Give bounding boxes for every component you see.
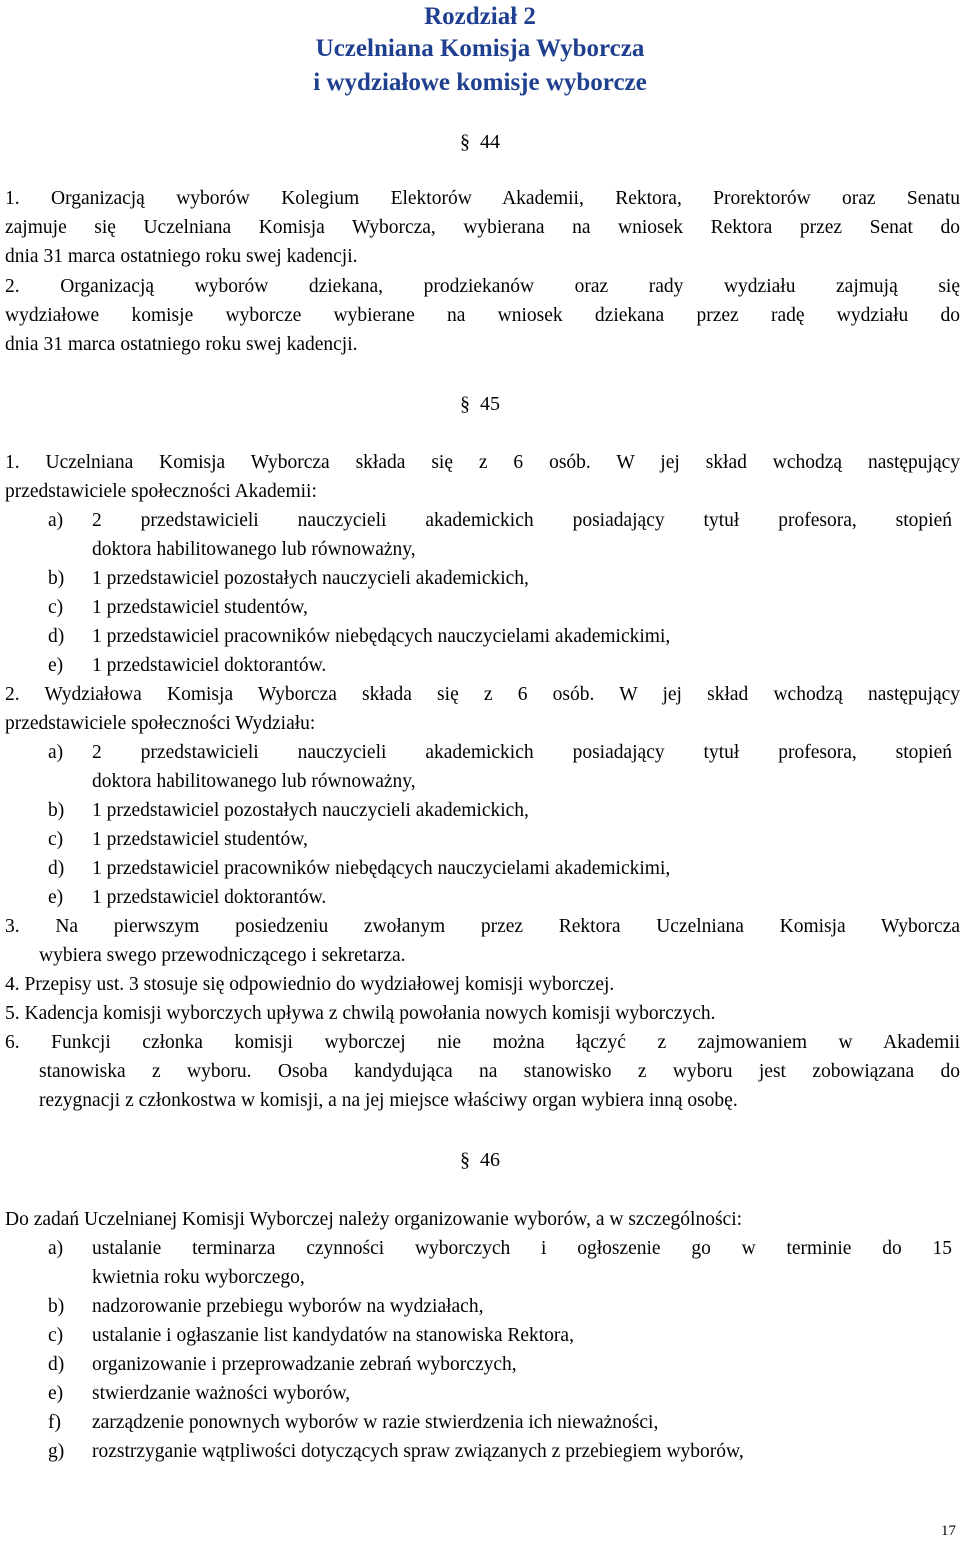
paragraph-text-line: Organizacją wyborów dziekana, prodziekanów oraz rady wydziału zajmują się <box>60 276 960 297</box>
list-item-text-line: ustalanie i ogłaszanie list kandydatów na stanowiska Rektora, <box>92 1325 574 1346</box>
list-item-label: e) <box>48 887 64 908</box>
list-item-text-line: 1 przedstawiciel studentów, <box>92 597 308 618</box>
list-item <box>48 564 953 593</box>
page-number: 17 <box>941 1523 956 1539</box>
list-item-label: f) <box>48 1412 61 1433</box>
list-item <box>48 1437 953 1466</box>
paragraph-text-line: Funkcji członka komisji wyborczej nie można łączyć z zajmowaniem w Akademii <box>51 1032 960 1053</box>
s45-paragraph-3 <box>5 912 960 970</box>
list-item <box>48 622 953 651</box>
s45-paragraph-4 <box>5 970 960 999</box>
list-item <box>48 651 953 680</box>
section-45-heading <box>0 390 960 419</box>
list-item-label: a) <box>48 742 64 763</box>
paragraph-text-line: rezygnacji z członkostwa w komisji, a na jej miejsce właściwy organ wybiera inną osobę. <box>39 1090 738 1111</box>
list-item-label: a) <box>48 510 64 531</box>
section-symbol: § <box>460 393 470 415</box>
paragraph-text-line: dnia 31 marca ostatniego roku swej kadencji. <box>5 334 358 355</box>
section-symbol: § <box>460 131 470 153</box>
chapter-title-line2: i wydziałowe komisje wyborcze <box>313 69 647 96</box>
paragraph-text-line: zajmuje się Uczelniana Komisja Wyborcza, wybierana na wniosek Rektora przez Senat do <box>5 217 960 238</box>
paragraph-number: 6. <box>5 1032 20 1053</box>
list-item-text-line: doktora habilitowanego lub równoważny, <box>92 539 416 560</box>
section-number: 44 <box>480 131 500 153</box>
section-44-heading <box>0 128 960 157</box>
paragraph-text-line: Na pierwszym posiedzeniu zwołanym przez Rektora Uczelniana Komisja Wyborcza <box>55 916 960 937</box>
list-item-label: e) <box>48 1383 64 1404</box>
paragraph-number: 1. <box>5 452 20 473</box>
list-item-text-line: doktora habilitowanego lub równoważny, <box>92 771 416 792</box>
paragraph-text-line: dnia 31 marca ostatniego roku swej kadencji. <box>5 246 358 267</box>
list-item-text-line: 1 przedstawiciel studentów, <box>92 829 308 850</box>
list-item <box>48 738 953 792</box>
paragraph-number: 2. <box>5 684 20 705</box>
list-item <box>48 506 953 560</box>
s45-paragraph-5 <box>5 999 960 1028</box>
section-46-heading <box>0 1146 960 1175</box>
paragraph-text-line: Wydziałowa Komisja Wyborcza składa się z 6 osób. W jej skład wchodzą następujący <box>44 684 960 705</box>
list-item-label: c) <box>48 829 64 850</box>
paragraph-text-line: Organizacją wyborów Kolegium Elektorów Akademii, Rektora, Prorektorów oraz Senatu <box>51 188 960 209</box>
list-item-text-line: nadzorowanie przebiegu wyborów na wydziałach, <box>92 1296 484 1317</box>
list-item <box>48 854 953 883</box>
section-number: 45 <box>480 393 500 415</box>
s45-paragraph-1 <box>5 448 960 506</box>
list-item-text-line: 1 przedstawiciel pozostałych nauczycieli akademickich, <box>92 800 529 821</box>
paragraph-text-line: wybiera swego przewodniczącego i sekretarza. <box>39 945 406 966</box>
list-item-label: b) <box>48 568 65 589</box>
list-item-label: c) <box>48 597 64 618</box>
s45-paragraph-6 <box>5 1028 960 1115</box>
s45-paragraph-2 <box>5 680 960 738</box>
list-item-text-line: 1 przedstawiciel doktorantów. <box>92 887 327 908</box>
list-item-label: d) <box>48 626 65 647</box>
paragraph-text-line: Kadencja komisji wyborczych upływa z chwilą powołania nowych komisji wyborczych. <box>24 1003 716 1024</box>
list-item-label: c) <box>48 1325 64 1346</box>
paragraph-text-line: Przepisy ust. 3 stosuje się odpowiednio do wydziałowej komisji wyborczej. <box>24 974 615 995</box>
list-item <box>48 1321 953 1350</box>
list-item <box>48 796 953 825</box>
list-item-text-line: 2 przedstawicieli nauczycieli akademickich posiadający tytuł profesora, stopień <box>92 510 952 531</box>
list-item <box>48 1234 953 1288</box>
chapter-number: Rozdział 2 <box>424 3 536 30</box>
list-item <box>48 883 953 912</box>
chapter-title-line1: Uczelniana Komisja Wyborcza <box>315 35 645 62</box>
paragraph-text-line: Uczelniana Komisja Wyborcza składa się z 6 osób. W jej skład wchodzą następujący <box>45 452 960 473</box>
list-item <box>48 825 953 854</box>
section-symbol: § <box>460 1149 470 1171</box>
list-item-label: e) <box>48 655 64 676</box>
list-item-label: b) <box>48 1296 65 1317</box>
paragraph-text-line: wydziałowe komisje wyborcze wybierane na wniosek dziekana przez radę wydziału do <box>5 305 960 326</box>
list-item <box>48 1350 953 1379</box>
paragraph-number: 2. <box>5 276 20 297</box>
section-number: 46 <box>480 1149 500 1171</box>
list-item-text-line: organizowanie i przeprowadzanie zebrań wyborczych, <box>92 1354 517 1375</box>
list-item-text-line: 1 przedstawiciel pracowników niebędących nauczycielami akademickimi, <box>92 858 671 879</box>
paragraph-number: 5. <box>5 1003 20 1024</box>
list-item <box>48 593 953 622</box>
list-item-label: d) <box>48 1354 65 1375</box>
paragraph-text-line: stanowiska z wyboru. Osoba kandydująca na stanowisko z wyboru jest zobowiązana do <box>39 1061 960 1082</box>
list-item-text-line: 1 przedstawiciel pozostałych nauczycieli akademickich, <box>92 568 529 589</box>
list-item-text-line: stwierdzanie ważności wyborów, <box>92 1383 351 1404</box>
list-item <box>48 1292 953 1321</box>
paragraph-text-line: przedstawiciele społeczności Wydziału: <box>5 713 316 734</box>
list-item-text-line: 1 przedstawiciel pracowników niebędących nauczycielami akademickimi, <box>92 626 671 647</box>
paragraph-number: 3. <box>5 916 20 937</box>
list-item-text-line: zarządzenie ponownych wyborów w razie stwierdzenia ich nieważności, <box>92 1412 659 1433</box>
list-item-text-line: 1 przedstawiciel doktorantów. <box>92 655 327 676</box>
list-item-label: g) <box>48 1441 65 1462</box>
list-item <box>48 1408 953 1437</box>
s44-paragraph-1 <box>5 184 960 271</box>
s46-intro: Do zadań Uczelnianej Komisji Wyborczej należy organizowanie wyborów, a w szczególności: <box>5 1209 743 1230</box>
paragraph-number: 1. <box>5 188 20 209</box>
paragraph-number: 4. <box>5 974 20 995</box>
list-item-text-line: kwietnia roku wyborczego, <box>92 1267 305 1288</box>
list-item-label: a) <box>48 1238 64 1259</box>
list-item-text-line: rozstrzyganie wątpliwości dotyczących spraw związanych z przebiegiem wyborów, <box>92 1441 744 1462</box>
list-item-label: d) <box>48 858 65 879</box>
list-item-label: b) <box>48 800 65 821</box>
list-item-text-line: ustalanie terminarza czynności wyborczych i ogłoszenie go w terminie do 15 <box>92 1238 952 1259</box>
s44-paragraph-2 <box>5 272 960 359</box>
list-item <box>48 1379 953 1408</box>
list-item-text-line: 2 przedstawicieli nauczycieli akademickich posiadający tytuł profesora, stopień <box>92 742 952 763</box>
paragraph-text-line: przedstawiciele społeczności Akademii: <box>5 481 317 502</box>
